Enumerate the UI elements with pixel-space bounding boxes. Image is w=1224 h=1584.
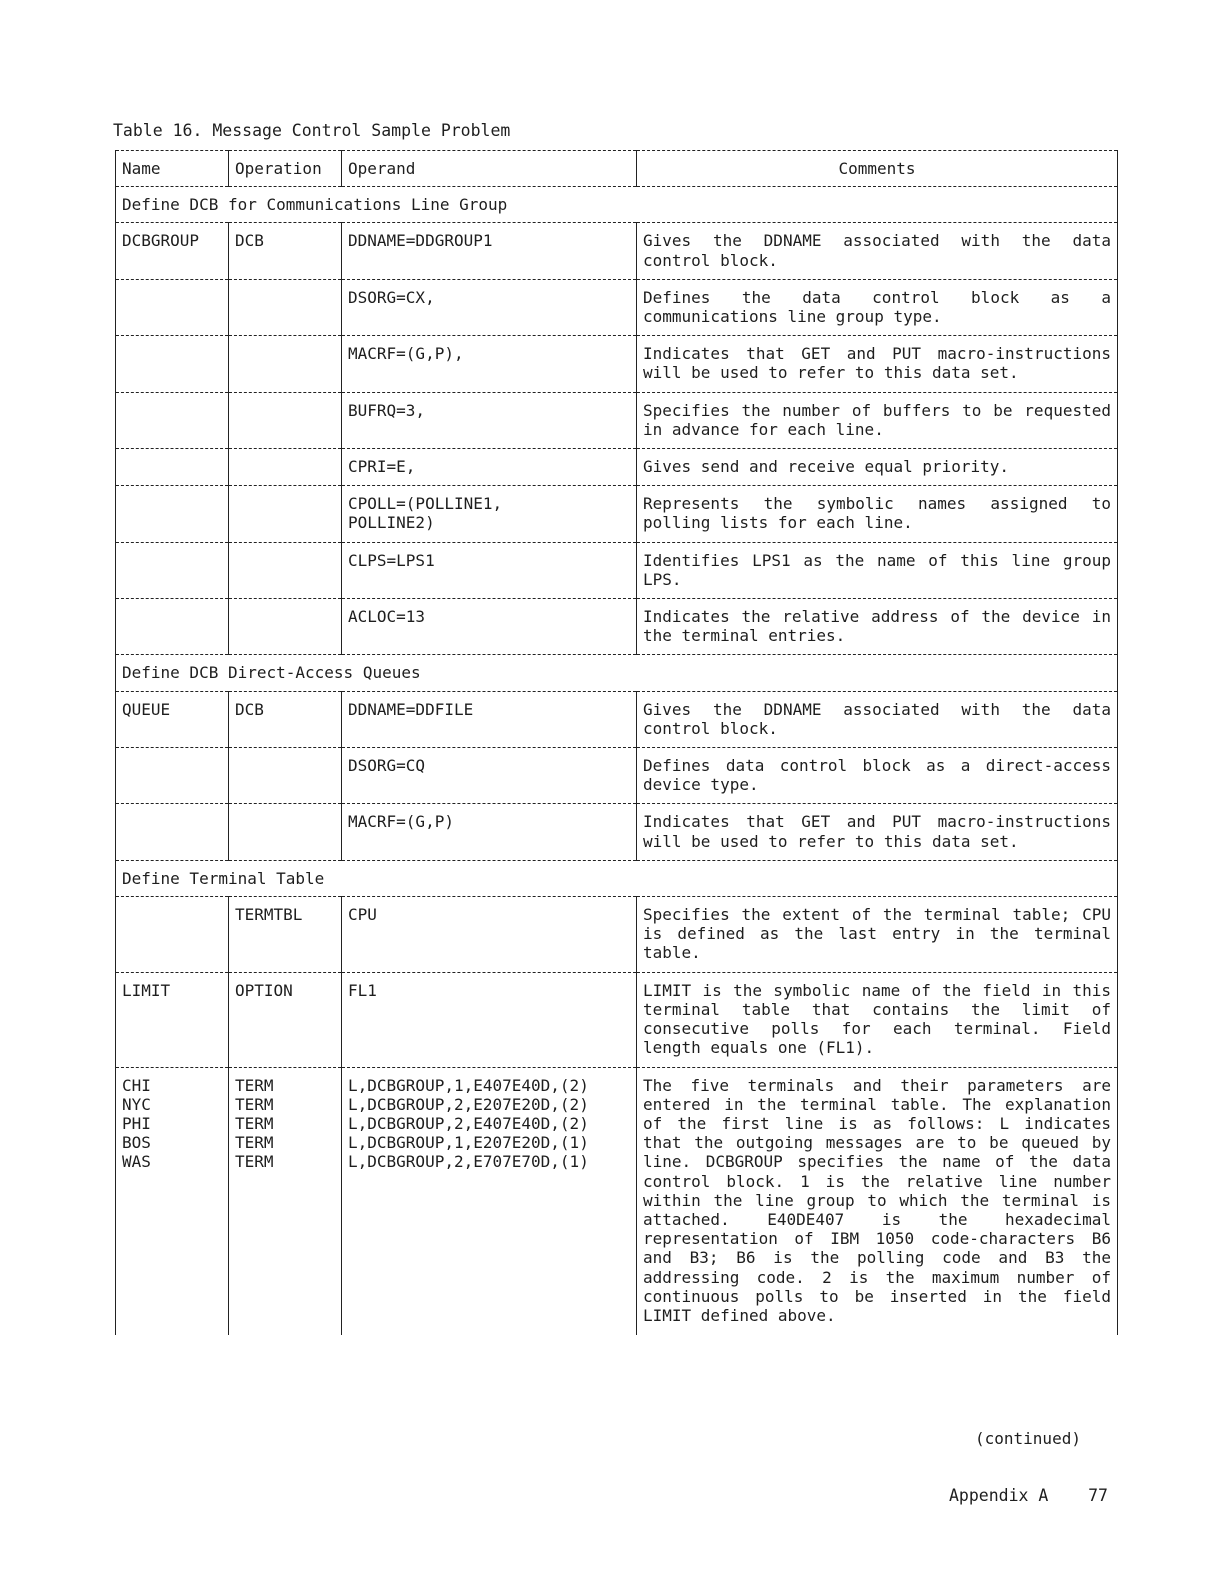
comments-cell: Gives send and receive equal priority. [637, 449, 1118, 486]
section-title: Define Terminal Table [116, 860, 1118, 896]
table-row [116, 599, 1118, 655]
operand-cell: ACLOC=13 [342, 599, 637, 655]
table-row [116, 542, 1118, 598]
name-cell [116, 279, 229, 335]
table-row [116, 691, 1118, 747]
name-cell: LIMIT [116, 972, 229, 1067]
continued-note: (continued) [975, 1429, 1081, 1448]
operation-cell [229, 279, 342, 335]
table-row [116, 972, 1118, 1067]
operation-cell [229, 336, 342, 392]
comments-cell: Defines data control block as a direct-access device type. [637, 748, 1118, 804]
name-cell [116, 897, 229, 973]
operand-cell: MACRF=(G,P), [342, 336, 637, 392]
table-row [116, 336, 1118, 392]
comments-cell: Specifies the number of buffers to be requested in advance for each line. [637, 392, 1118, 448]
table-row [116, 748, 1118, 804]
comments-cell: LIMIT is the symbolic name of the field in this terminal table that contains the limit of consecutive polls for each terminal. Field length equals one (FL1). [637, 972, 1118, 1067]
operand-cell: MACRF=(G,P) [342, 804, 637, 860]
comments-cell: Indicates that GET and PUT macro-instructions will be used to refer to this data set. [637, 804, 1118, 860]
section-row [116, 860, 1118, 896]
operand-cell: DDNAME=DDFILE [342, 691, 637, 747]
operand-cell: DDNAME=DDGROUP1 [342, 223, 637, 279]
operation-cell [229, 599, 342, 655]
operation-cell [229, 542, 342, 598]
comments-cell: The five terminals and their parameters are entered in the terminal table. The explanation of the first line is as follows: L indicates that the outgoing messages are to be queued by line. DCBGROUP specifies the name of the data control block. 1 is the relative line number within the line group to which the terminal is attached. E40DE407 is the hexadecimal representation of IBM 1050 code-characters B6 and B3; B6 is the polling code and B3 the addressing code. 2 is the maximum number of continuous polls to be inserted in the field LIMIT defined above. [637, 1067, 1118, 1335]
operand-cell: CLPS=LPS1 [342, 542, 637, 598]
page-footer [949, 1486, 1108, 1505]
table-caption: Table 16. Message Control Sample Problem [113, 121, 511, 140]
comments-cell: Specifies the extent of the terminal table; CPU is defined as the last entry in the terminal table. [637, 897, 1118, 973]
name-cell [116, 449, 229, 486]
operation-cell [229, 748, 342, 804]
section-title: Define DCB for Communications Line Group [116, 187, 1118, 223]
comments-cell: Gives the DDNAME associated with the data control block. [637, 223, 1118, 279]
operand-cell: L,DCBGROUP,1,E407E40D,(2) L,DCBGROUP,2,E207E20D,(2) L,DCBGROUP,2,E407E40D,(2) L,DCBGROUP,1,E207E20D,(1) L,DCBGROUP,2,E707E70D,(1) [342, 1067, 637, 1335]
operand-cell: CPRI=E, [342, 449, 637, 486]
name-cell: QUEUE [116, 691, 229, 747]
operation-cell [229, 392, 342, 448]
name-cell [116, 542, 229, 598]
operation-cell: OPTION [229, 972, 342, 1067]
section-title: Define DCB Direct-Access Queues [116, 655, 1118, 691]
table-row [116, 897, 1118, 973]
header-row [116, 151, 1118, 187]
table-row [116, 449, 1118, 486]
comments-cell: Identifies LPS1 as the name of this line group LPS. [637, 542, 1118, 598]
table-body [116, 151, 1118, 1336]
table-row [116, 486, 1118, 542]
comments-cell: Defines the data control block as a communications line group type. [637, 279, 1118, 335]
header-operand: Operand [342, 151, 637, 187]
operand-cell: BUFRQ=3, [342, 392, 637, 448]
table-row [116, 279, 1118, 335]
table-row [116, 392, 1118, 448]
operation-cell: TERMTBL [229, 897, 342, 973]
section-row [116, 655, 1118, 691]
header-comments: Comments [637, 151, 1118, 187]
operand-cell: CPU [342, 897, 637, 973]
operation-cell [229, 486, 342, 542]
section-row [116, 187, 1118, 223]
message-control-table [115, 150, 1118, 1335]
table-row [116, 1067, 1118, 1335]
name-cell: DCBGROUP [116, 223, 229, 279]
operand-cell: FL1 [342, 972, 637, 1067]
comments-cell: Indicates that GET and PUT macro-instructions will be used to refer to this data set. [637, 336, 1118, 392]
name-cell [116, 804, 229, 860]
table-row [116, 223, 1118, 279]
operand-cell: DSORG=CX, [342, 279, 637, 335]
page-number: 77 [1088, 1486, 1108, 1505]
operation-cell [229, 449, 342, 486]
operation-cell: TERM TERM TERM TERM TERM [229, 1067, 342, 1335]
name-cell [116, 486, 229, 542]
name-cell [116, 392, 229, 448]
operand-cell: DSORG=CQ [342, 748, 637, 804]
comments-cell: Indicates the relative address of the device in the terminal entries. [637, 599, 1118, 655]
operand-cell: CPOLL=(POLLINE1, POLLINE2) [342, 486, 637, 542]
name-cell [116, 748, 229, 804]
operation-cell: DCB [229, 223, 342, 279]
table-row [116, 804, 1118, 860]
footer-label: Appendix A [949, 1486, 1049, 1505]
name-cell [116, 599, 229, 655]
header-name: Name [116, 151, 229, 187]
comments-cell: Represents the symbolic names assigned to polling lists for each line. [637, 486, 1118, 542]
name-cell [116, 336, 229, 392]
comments-cell: Gives the DDNAME associated with the data control block. [637, 691, 1118, 747]
operation-cell: DCB [229, 691, 342, 747]
name-cell: CHI NYC PHI BOS WAS [116, 1067, 229, 1335]
header-operation: Operation [229, 151, 342, 187]
operation-cell [229, 804, 342, 860]
